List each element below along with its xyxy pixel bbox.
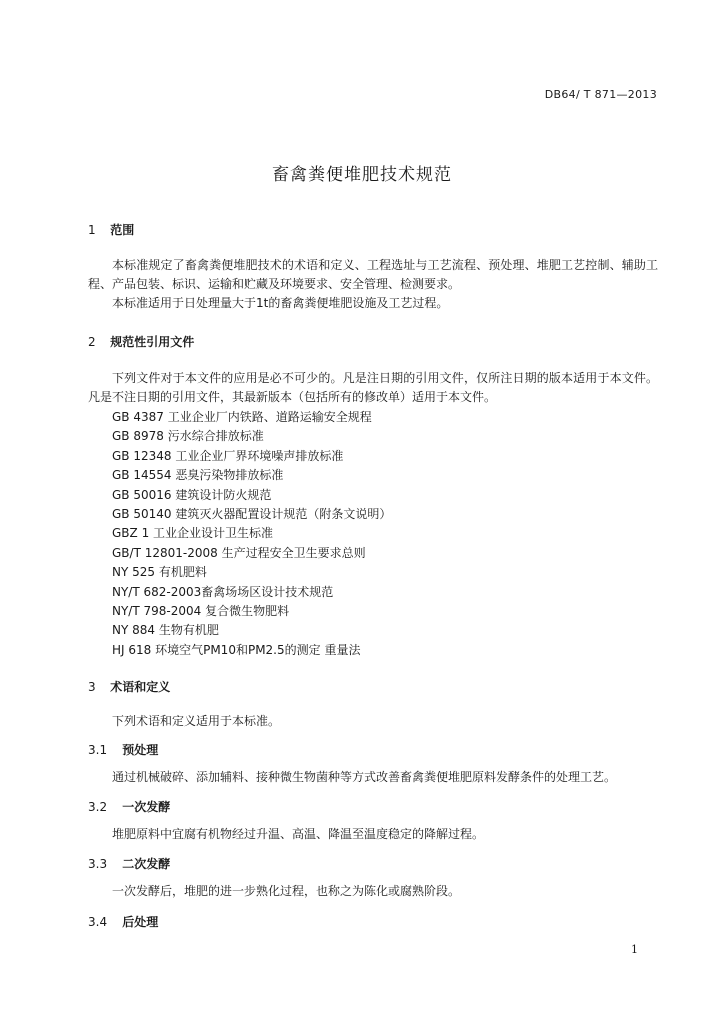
term-number: 3.1 (88, 743, 108, 757)
section-number: 1 (88, 223, 96, 237)
document-code: DB64/ T 871—2013 (544, 88, 657, 101)
term-number: 3.2 (88, 800, 108, 814)
section-2-intro: 下列文件对于本文件的应用是必不可少的。凡是注日期的引用文件，仅所注日期的版本适用于本文件。凡是不注日期的引用文件，其最新版本（包括所有的修改单）适用于本文件。 (88, 371, 658, 404)
reference-item: HJ 618 环境空气PM10和PM2.5的测定 重量法 (112, 642, 361, 657)
reference-item: GB 8978 污水综合排放标准 (112, 429, 264, 444)
section-1-heading (88, 221, 134, 238)
term-number: 3.3 (88, 857, 108, 871)
reference-item: GB 50016 建筑设计防火规范 (112, 487, 272, 502)
reference-item: GBZ 1 工业企业设计卫生标准 (112, 526, 274, 541)
section-title: 范围 (110, 223, 135, 237)
term-3-2-definition: 堆肥原料中宜腐有机物经过升温、高温、降温至温度稳定的降解过程。 (112, 827, 485, 841)
term-3-1-definition: 通过机械破碎、添加辅料、接种微生物菌种等方式改善畜禽粪便堆肥原料发酵条件的处理工艺。 (112, 770, 617, 784)
reference-item: NY 884 生物有机肥 (112, 623, 219, 638)
section-number: 2 (88, 335, 96, 349)
term-title: 预处理 (122, 743, 159, 757)
reference-item: GB 50140 建筑灭火器配置设计规范（附条文说明） (112, 506, 392, 521)
reference-item: NY/T 798-2004 复合微生物肥料 (112, 603, 290, 618)
reference-item: NY 525 有机肥料 (112, 565, 207, 580)
term-title: 后处理 (122, 915, 159, 929)
term-3-1-heading (88, 741, 158, 758)
section-title: 规范性引用文件 (110, 335, 195, 349)
reference-item: GB 12348 工业企业厂界环境噪声排放标准 (112, 448, 344, 463)
term-title: 一次发酵 (122, 800, 171, 814)
term-3-3-heading (88, 855, 170, 872)
term-title: 二次发酵 (122, 857, 171, 871)
section-3-intro: 下列术语和定义适用于本标准。 (112, 714, 281, 728)
reference-item: GB 14554 恶臭污染物排放标准 (112, 468, 284, 483)
section-1-paragraph-2: 本标准适用于日处理量大于1t的畜禽粪便堆肥设施及工艺过程。 (112, 296, 449, 310)
reference-list (112, 408, 391, 660)
section-2-heading (88, 333, 194, 350)
section-title: 术语和定义 (110, 680, 171, 694)
term-3-2-heading (88, 798, 170, 815)
reference-item: NY/T 682-2003畜禽场场区设计技术规范 (112, 584, 334, 599)
section-3-heading (88, 678, 170, 695)
section-number: 3 (88, 680, 96, 694)
section-1-paragraph-1: 本标准规定了畜禽粪便堆肥技术的术语和定义、工程选址与工艺流程、预处理、堆肥工艺控制、辅助工程、产品包装、标识、运输和贮藏及环境要求、安全管理、检测要求。 (88, 258, 658, 291)
term-3-4-heading (88, 913, 158, 930)
term-3-3-definition: 一次发酵后，堆肥的进一步熟化过程，也称之为陈化或腐熟阶段。 (112, 884, 461, 898)
reference-item: GB/T 12801-2008 生产过程安全卫生要求总则 (112, 545, 366, 560)
term-number: 3.4 (88, 915, 108, 929)
reference-item: GB 4387 工业企业厂内铁路、道路运输安全规程 (112, 410, 372, 424)
document-title: 畜禽粪便堆肥技术规范 (272, 165, 452, 185)
page-number: 1 (631, 943, 638, 956)
